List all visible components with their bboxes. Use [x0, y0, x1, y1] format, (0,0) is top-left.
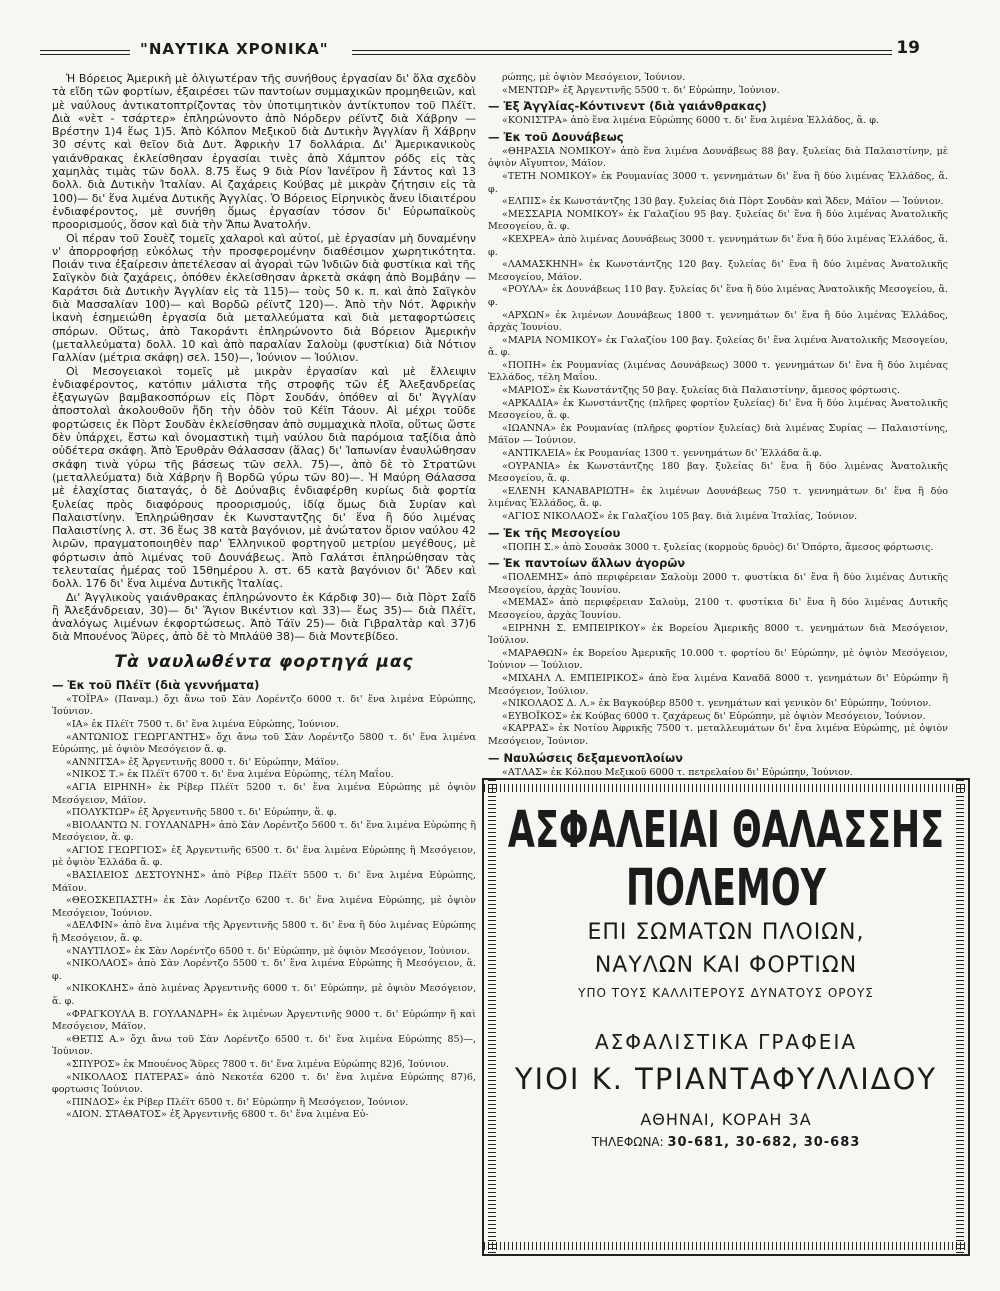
ad-phone-label: ΤΗΛΕΦΩΝΑ: — [591, 1135, 664, 1149]
charter-entry: «ΒΑΣΙΛΕΙΟΣ ΔΕΣΤΟΥΝΗΣ» ἀπὸ Ρίβερ Πλέϊτ 5500 τ. δι' ἕνα λιμένα Εὐρώπης, Μάϊον. — [52, 870, 476, 894]
charter-entry: «ΙΑ» ἐκ Πλέϊτ 7500 τ. δι' ἕνα λιμένα Εὐρώπης, Ἰούνιον. — [66, 718, 339, 730]
charter-entry: «ΕΛΕΝΗ ΚΑΝΑΒΑΡΙΩΤΗ» ἐκ λιμένων Δουνάβεως 750 τ. γεννημάτων δι' ἕνα ἢ δύο λιμένας Ἑλλάδος, ἅ. φ. — [488, 485, 948, 510]
page-number: 19 — [896, 38, 920, 58]
charter-entry: «ΠΟΛΕΜΗΣ» ἀπὸ περιφέρειαν Σαλοὺμ 2000 τ. φυστίκια δι' ἕνα ἢ δύο λιμένας Δυτικῆς Μεσογείου, ἀρχὰς Ἰουνίου. — [488, 572, 948, 596]
charter-entry: «ΑΤΛΑΣ» ἐκ Κόλπου Μεξικοῦ 6000 τ. πετρελαίου δι' Εὐρώπην, Ἰούνιον. — [502, 766, 853, 778]
charter-entry: «ΠΟΠΗ Σ.» ἀπὸ Σουσὰκ 3000 τ. ξυλείας (κορμοὺς δρυὸς) δι' Ὀπόρτο, ἄμεσος φόρτωσις. — [502, 541, 934, 553]
header-rule-right — [352, 50, 892, 51]
charter-entry: «ΠΟΛΥΚΤΩΡ» ἐξ Ἀργεντινῆς 5800 τ. δι' Εὐρώπην, ἅ. φ. — [66, 807, 337, 819]
section-subheading: — Ἐκ τῆς Μεσογείου — [488, 525, 621, 540]
charter-entry: «ΕΛΠΙΣ» ἐκ Κωνστάντζης 130 βαγ. ξυλείας διὰ Πὸρτ Σουδὰν καὶ Ἄδεν, Μάϊον — Ἰούνιον. — [502, 196, 944, 208]
charter-entry: «ΕΥΒΟΪΚΟΣ» ἐκ Κούβας 6000 τ. ζαχάρεως δι' Εὐρώπην, μὲ ὀψιὸν Μεσόγειον, Ἰούνιον. — [502, 710, 926, 722]
charter-entry: «ΦΡΑΓΚΟΥΛΑ Β. ΓΟΥΛΑΝΔΡΗ» ἐκ λιμένων Ἀργεντινῆς 9000 τ. δι' Εὐρώπην ἢ καὶ Μεσόγειον, Μάϊον. — [52, 1008, 476, 1033]
charter-entry: «ΚΟΝΙΣΤΡΑ» ἀπὸ ἕνα λιμένα Εὐρώπης 6000 τ. δι' ἕνα λιμένα Ἑλλάδος, ἅ. φ. — [502, 115, 879, 127]
charter-entry: «ΑΝΤΙΚΛΕΙΑ» ἐκ Ρουμανίας 1300 τ. γεννημάτων δι' Ἑλλάδα ἅ.φ. — [502, 448, 822, 460]
ad-address: ΑΘΗΝΑΙ, ΚΟΡΑΗ 3Α — [640, 1110, 812, 1129]
charter-entry: «ΘΗΡΑΣΙΑ ΝΟΜΙΚΟΥ» ἀπὸ ἕνα λιμένα Δουνάβεως 88 βαγ. ξυλείας διὰ Παλαιστίνην, μὲ ὀψιὸν Αἴγυπτον, Μάϊον. — [488, 145, 948, 170]
header-rule-left — [40, 50, 130, 51]
charter-list-plate — [52, 694, 476, 1122]
ad-border-right — [956, 780, 964, 1254]
market-paragraph: Οἱ πέραν τοῦ Σουὲζ τομεῖς χαλαροὶ καὶ αὐτοί, μὲ ἐργασίαν μὴ δυναμένην ν' ἀπορροφήσῃ εὐκόλως τὴν προσφερομένην διαθέσιμον χωρητικότητα. Ποιάν τινα ἐξαίρεσιν ἀπετέλεσαν αἱ ἀγοραὶ τῶν Ἰνδιῶν διὰ φυστίκια καὶ τῆς Σαϊγκὸν διὰ ζαχάρεις, ὁπόθεν ἐκλείσθησαν ἀρκετὰ σκάφη ἀπὸ Βομβάην — Καράτσι διὰ Δυτικὴν Ἀγγλίαν εἰς τὰ 115)— τοὺς 50 κ. π. καὶ ἀπὸ Σαϊγκὸν διὰ Μασσαλίαν 100)— καὶ Βορδῶ ρέϊντζ 120)—. Ἀπὸ τὴν Νότ. Ἀφρικὴν ἱκανὴ ἐσημειώθη ἐργασία διὰ μεταλλεύματα καὶ διὰ μεταφορτώσεις σπόρων. Οὕτως, ἀπὸ Τακοράντι ἐπληρώνοντο διὰ Βόρειον Ἀμερικὴν (μεταλλεύματα) δολλ. 10 καὶ ἀπὸ παραλίαν Σαλοὺμ (φυστίκια) διὰ Νότιον Γαλλίαν (μέτρια σκάφη) σελ. 150)—, Ἰούνιον — Ἰούλιον. — [52, 231, 476, 365]
charter-entry: «ΡΟΥΛΑ» ἐκ Δουνάβεως 110 βαγ. ξυλείας δι' ἕνα ἢ δύο λιμένας Ἀνατολικῆς Μεσογείου, ἅ. φ. — [488, 284, 948, 308]
ad-line-freights: ΝΑΥΛΩΝ ΚΑΙ ΦΟΡΤΙΩΝ — [594, 953, 858, 978]
ad-line-hulls: ΕΠΙ ΣΩΜΑΤΩΝ ΠΛΟΙΩΝ, — [587, 920, 865, 945]
charter-entry: «ΤΟΪΡΑ» (Παναμ.) ὄχι ἄνω τοῦ Σὰν Λορέντζο 6000 τ. δι' ἕνα λιμένα Εὐρώπης, Ἰούνιον. — [52, 693, 476, 718]
charter-entry: «ΜΑΡΑΘΩΝ» ἐκ Βορείου Ἀμερικῆς 10.000 τ. φορτίου δι' Εὐρώπην, μὲ ὀψιὸν Μεσόγειον, Ἰούνιον — Ἰούλιον. — [488, 647, 948, 672]
ad-company-name: ΥΙΟΙ Κ. ΤΡΙΑΝΤΑΦΥΛΛΙΔΟΥ — [514, 1062, 938, 1096]
ad-phone-numbers: 30-681, 30-682, 30-683 — [667, 1135, 861, 1150]
charter-entry: «ΚΕΧΡΕΑ» ἀπὸ λιμένας Δουνάβεως 3000 τ. γεννημάτων δι' ἕνα ἢ δύο λιμένας Ἑλλάδος, ἅ. φ. — [488, 233, 948, 258]
charter-entry: «ΔΕΛΦΙΝ» ἀπὸ ἕνα λιμένα τῆς Ἀργεντινῆς 5800 τ. δι' ἕνα ἢ δύο λιμένας Εὐρώπης ἢ Μεσόγειον, ἅ. φ. — [52, 920, 476, 945]
section-subheading: — Ἐκ παντοίων ἄλλων ἀγορῶν — [488, 556, 686, 571]
charter-entry: «ΙΩΑΝΝΑ» ἐκ Ρουμανίας (πλῆρες φορτίον ξυλείας) διὰ λιμένας Συρίας — Παλαιστίνης, Μάϊον — Ἰούνιον. — [488, 422, 948, 447]
charter-entry: «ΠΙΝΔΟΣ» ἐκ Ρίβερ Πλέϊτ 6500 τ. δι' Εὐρώπην ἢ Μεσόγειον, Ἰούνιον. — [66, 1096, 409, 1108]
header-rule-left-2 — [40, 54, 130, 55]
left-column — [52, 72, 476, 1282]
ad-border-top — [484, 784, 968, 792]
charter-entry: «ΑΡΧΩΝ» ἐκ λιμένων Δουνάβεως 1800 τ. γεννημάτων δι' ἕνα ἢ δύο λιμένας Ἑλλάδος, ἀρχὰς Ἰουνίου. — [488, 309, 948, 334]
right-column — [488, 72, 948, 778]
charter-entry: «ΝΙΚΟΛΑΟΣ Δ. Λ.» ἐκ Βαγκούβερ 8500 τ. γενημάτων καὶ γενικὸν δι' Εὐρώπην, Ἰούνιον. — [502, 698, 932, 710]
section-subheading: — Ἐξ Ἀγγλίας-Κόντινεντ (διὰ γαιάνθρακας) — [488, 99, 767, 114]
charter-entry: ρώπης, μὲ ὀψιὸν Μεσόγειον, Ἰούνιον. — [502, 72, 686, 83]
charter-entry: «ΘΕΟΣΚΕΠΑΣΤΗ» ἐκ Σὰν Λορέντζο 6200 τ. δι' ἕνα λιμένα Εὐρώπης, μὲ ὀψιὸν Μεσόγειον, Ἰούνιον. — [52, 895, 476, 919]
ad-terms: ΥΠΟ ΤΟΥΣ ΚΑΛΛΙΤΕΡΟΥΣ ΔΥΝΑΤΟΥΣ ΟΡΟΥΣ — [578, 986, 874, 1000]
header-rule-right-2 — [352, 54, 892, 55]
charter-entry: «ΔΙΟΝ. ΣΤΑΘΑΤΟΣ» ἐξ Ἀργεντινῆς 6800 τ. δι' ἕνα λιμένα Εὐ- — [66, 1109, 369, 1121]
insurance-advertisement — [482, 778, 970, 1256]
section-subheading: — Ναυλώσεις δεξαμενοπλοίων — [488, 750, 683, 765]
charter-entry: «ΝΑΥΤΙΛΟΣ» ἐκ Σὰν Λορέντζο 6500 τ. δι' Εὐρώπην, μὲ ὀψιὸν Μεσόγειον, Ἰούνιον. — [66, 945, 470, 957]
charter-entry: «ΜΙΧΑΗΛ Λ. ΕΜΠΕΙΡΙΚΟΣ» ἀπὸ ἕνα λιμένα Καναδᾶ 8000 τ. γενημάτων δι' Εὐρώπην ἢ Μεσόγειον, Ἰούλιον. — [488, 672, 948, 697]
charter-entry: «ΤΕΤΗ ΝΟΜΙΚΟΥ» ἐκ Ρουμανίας 3000 τ. γεννημάτων δι' ἕνα ἢ δύο λιμένας Ἑλλάδος, ἅ. φ. — [488, 170, 948, 195]
section-title: Τὰ ναυλωθέντα φορτηγά μας — [114, 651, 414, 672]
charter-entry: «ΑΓΙΟΣ ΝΙΚΟΛΑΟΣ» ἐκ Γαλαζίου 105 βαγ. διὰ λιμένα Ἰταλίας, Ἰούνιον. — [502, 511, 858, 522]
subheading-plate: — Ἐκ τοῦ Πλέϊτ (διὰ γεννήματα) — [52, 677, 260, 692]
charter-entry: «ΑΓΙΟΣ ΓΕΩΡΓΙΟΣ» ἐξ Ἀργεντινῆς 6500 τ. δι' ἕνα λιμένα Εὐρώπης ἢ Μεσόγειον, μὲ ὀψιὸν Ἑλλάδα ἅ. φ. — [52, 844, 476, 869]
charter-entry: «ΕΙΡΗΝΗ Σ. ΕΜΠΕΙΡΙΚΟΥ» ἐκ Βορείου Ἀμερικῆς 8000 τ. γενημάτων διὰ Μεσόγειον, Ἰούλιον. — [488, 622, 948, 647]
charter-entry: «ΟΥΡΑΝΙΑ» ἐκ Κωνστάντζης 180 βαγ. ξυλείας δι' ἕνα ἢ δύο λιμένας Ἀνατολικῆς Μεσογείου, ἅ. φ. — [488, 460, 948, 485]
ad-phones — [502, 1135, 950, 1150]
market-paragraph: Ἡ Βόρειος Ἀμερικὴ μὲ ὀλιγωτέραν τῆς συνήθους ἐργασίαν δι' ὅλα σχεδὸν τὰ εἴδη τῶν φορτίων, ἐξαιρέσει τῶν παντοίων συμμαχικῶν προμηθειῶν, καὶ μὲ ναύλους ἀντικατοπτρίζοντας τὸν ὑποτιμητικὸν ἀντίκτυπον τοῦ Πλέϊτ. Διὰ «νὲτ - τσάρτερ» ἐπληρώνοντο ἀπὸ Νόρδερν ρέϊντζ διὰ Χάβρην — Βρέστην 1)4 ἕως 1)5. Ἀπὸ Κόλπον Μεξικοῦ διὰ Δυτικὴν Ἀγγλίαν ἢ Χάβρην 30 σέντς καὶ θεῖον διὰ Δυτ. Ἀφρικὴν 17 δολλάρια. Δι' Ἀμερικανικοὺς γαιάνθρακας ἐκλείσθησαν ἐργασίαι τινὲς ἀπὸ Χάμπτον ρόδς εἰς τὰς χαμηλὰς τιμὰς τῶν δολλ. 8.75 ἕως 9 διὰ Ρίον Ἰανέϊρον ἢ Σάντος καὶ 13 δολλ. διὰ Δυτικὴν Ἰταλίαν. Αἱ ζαχάρεις Κούβας μὲ μικρὰν ζήτησιν εἰς τὰ 100)— δι' ἕνα λιμένα Δυτικῆς Ἀγγλίας. Ὁ Βόρειος Εἰρηνικὸς ἄνευ ἰδιαιτέρου ἐνδιαφέροντος, μὲ συνήθη ὅμως ἐργασίαν τόσον δι' Εὐρωπαϊκοὺς προορισμούς, ὅσον καὶ διὰ τὴν Ἄπω Ἀνατολήν. — [52, 72, 476, 232]
charter-entry: «ΑΝΝΙΤΣΑ» ἐξ Ἀργεντινῆς 8000 τ. δι' Εὐρώπην, Μάϊον. — [66, 756, 340, 768]
running-title: "ΝΑΥΤΙΚΑ ΧΡΟΝΙΚΑ" — [140, 40, 329, 58]
ad-content — [502, 802, 950, 1232]
charter-entry: «ΜΕΝΤΩΡ» ἐξ Ἀργεντινῆς 5500 τ. δι' Εὐρώπην, Ἰούνιον. — [502, 84, 780, 96]
ad-border-bottom — [484, 1242, 968, 1250]
charter-entry: «ΑΡΚΑΔΙΑ» ἐκ Κωνστάντζης (πλῆρες φορτίον ξυλείας) δι' ἕνα ἢ δύο λιμένας Ἀνατολικῆς Μεσογείου, ἅ. φ. — [488, 397, 948, 422]
charter-entry: «ΜΑΡΙΟΣ» ἐκ Κωνστάντζης 50 βαγ. ξυλείας διὰ Παλαιστίνην, ἄμεσος φόρτωσις. — [502, 385, 901, 397]
charter-entry: «ΚΑΡΡΑΣ» ἐκ Νοτίου Ἀφρικῆς 7500 τ. μεταλλευμάτων δι' ἕνα λιμένα Εὐρώπης, μὲ ὀψιὸν Μεσόγειον, Ἰούνιον. — [488, 723, 948, 747]
charter-entry: «ΝΙΚΟΛΑΟΣ ΠΑΤΕΡΑΣ» ἀπὸ Νεκοτέα 6200 τ. δι' ἕνα λιμένα Εὐρώπης 87)6, φορτωσις Ἰούνιον. — [52, 1071, 476, 1096]
ad-title: ΑΣΦΑΛΕΙΑΙ ΘΑΛΑΣΣΗΣ ΠΟΛΕΜΟΥ — [507, 802, 945, 918]
charter-entry: «ΜΕΣΣΑΡΙΑ ΝΟΜΙΚΟΥ» ἐκ Γαλαζίου 95 βαγ. ξυλείας δι' ἕνα ἢ δύο λιμένας Ἀνατολικῆς Μεσογείου, ἅ. φ. — [488, 208, 948, 233]
page-header — [40, 40, 960, 62]
charter-entry: «ΑΓΙΑ ΕΙΡΗΝΗ» ἐκ Ρίβερ Πλέϊτ 5200 τ. δι' ἕνα λιμένα Εὐρώπης μὲ ὀψιὸν Μεσόγειον, Μάϊον. — [52, 781, 476, 806]
charter-entry: «ΣΠΥΡΟΣ» ἐκ Μπουένος Ἄϋρες 7800 τ. δι' ἕνα λιμένα Εὐρώπης 82)6, Ἰούνιον. — [66, 1058, 450, 1070]
section-subheading: — Ἐκ τοῦ Δουνάβεως — [488, 129, 624, 144]
charter-entry: «ΑΝΤΩΝΙΟΣ ΓΕΩΡΓΑΝΤΗΣ» ὄχι ἄνω τοῦ Σὰν Λορέντζο 5800 τ. δι' ἕνα λιμένα Εὐρώπης, μὲ ὀψιὸν Μεσόγειον ἅ. φ. — [52, 731, 476, 756]
charter-entry: «ΠΟΠΗ» ἐκ Ρουμανίας (λιμένας Δουνάβεως) 3000 τ. γεννημάτων δι' ἕνα ἢ δύο λιμένας Ἑλλάδος, τέλη Μαΐου. — [488, 359, 948, 384]
charter-entry: «ΝΙΚΟΣ Τ.» ἐκ Πλέϊτ 6700 τ. δι' ἕνα λιμένα Εὐρώπης, τέλη Μαΐου. — [66, 769, 394, 781]
charter-entry: «ΒΙΟΛΑΝΤΩ Ν. ΓΟΥΛΑΝΔΡΗ» ἀπὸ Σὰν Λορέντζο 5600 τ. δι' ἕνα λιμένα Εὐρώπης ἢ Μεσόγειον, ἅ. φ. — [52, 819, 476, 844]
charter-entry: «ΝΙΚΟΚΛΗΣ» ἀπὸ λιμένας Ἀργεντινῆς 6000 τ. δι' Εὐρώπην, μὲ ὀψιὸν Μεσόγειον, ἅ. φ. — [52, 983, 476, 1008]
ad-border-left — [488, 780, 496, 1254]
market-paragraph: Δι' Ἀγγλικοὺς γαιάνθρακας ἐπληρώνοντο ἐκ Κάρδιφ 30)— διὰ Πὸρτ Σαΐδ ἢ Ἀλεξάνδρειαν, 30)— δι' Ἅγιον Βικέντιον καὶ 33)— ἕως 35)— διὰ Πλέϊτ, ἀναλόγως λιμένων ἐκφορτώσεως. Ἀπὸ Τάϊν 25)— διὰ Γιβραλτὰρ καὶ 37)6 διὰ Μπουένος Ἄϋρες, ἀπὸ δὲ τὸ Μπλάϋθ 38)— διὰ Μοντεβίδεο. — [52, 590, 476, 644]
charter-entry: «ΜΕΜΑΣ» ἀπὸ περιφέρειαν Σαλοὺμ, 2100 τ. φυστίκια δι' ἕνα ἢ δύο λιμένας Δυτικῆς Μεσογείου, ἀρχὰς Ἰουνίου. — [488, 597, 948, 621]
charter-entry: «ΛΑΜΑΣΚΗΝΗ» ἐκ Κωνστάντζης 120 βαγ. ξυλείας δι' ἕνα ἢ δύο λιμένας Ἀνατολικῆς Μεσογείου, Μάϊον. — [488, 259, 948, 283]
charter-entry: «ΘΕΤΙΣ Α.» ὄχι ἄνω τοῦ Σὰν Λορέντζο 6500 τ. δι' ἕνα λιμένα Εὐρώπης 85)—, Ἰούνιον. — [52, 1033, 476, 1058]
charter-entry: «ΝΙΚΟΛΑΟΣ» ἀπὸ Σὰν Λορέντζο 5500 τ. δι' ἕνα λιμένα Εὐρώπης ἢ Μεσόγειον, ἅ. φ. — [52, 958, 476, 982]
market-paragraph: Οἱ Μεσογειακοὶ τομεῖς μὲ μικρὰν ἐργασίαν καὶ μὲ ἔλλειψιν ἐνδιαφέροντος, κατόπιν μάλιστα τῆς στροφῆς τῶν ἐξ Ἀλεξανδρείας ἐξαγωγῶν βαμβακοσπόρων εἰς Πὸρτ Σουδάν, ὁπόθεν αἱ δι' Ἀγγλίαν ἀποστολαὶ ἀκολουθοῦν ἤδη τὴν ὁδὸν τοῦ Κέϊπ Τάουν. Αἱ μέχρι τοῦδε φορτώσεις ἐκ Πὸρτ Σουδὰν ἐκλείσθησαν ἀπὸ συμμαχικὰ πλοῖα, οὕτως ὥστε δὲν ὑπάρχει, ἔστω καὶ ὀνομαστικὴ τιμὴ ναύλου διὰ παρόμοια ταξίδια ἀπὸ οὐδέτερα σκάφη. Ἀπὸ Ἐρυθρὰν Θάλασσαν (ἅλας) δι' Ἰαπωνίαν ἐναυλώθησαν σκάφη τινὰ γύρω τῆς βάσεως τῶν σελλ. 75)—, ἀπὸ δὲ τὸ Στρατῶνι (μεταλλεύματα) διὰ Χάβρην ἢ Βορδῶ γύρω τῶν 80)—. Ἡ Μαύρη Θάλασσα μὲ ἐλαχίστας διαταγάς, ὁ δὲ Δούναβις ἐνδιαφέρθη κυρίως διὰ φορτία ξυλείας πρὸς διαφόρους προορισμούς, ἰδίᾳ ὅμως διὰ Συρίαν καὶ Παλαιστίνην. Ἐπληρώθησαν ἐκ Κωνσταντζης δι' ἕνα ἢ δύο λιμένας Παλαιστίνης λ. στ. 36 ἕως 38 κατὰ βαγόνιον, μὲ ἀνώτατον ὅριον ναύλου 42 λιρῶν, πραγματοποιηθὲν παρ' Ἑλληνικοῦ φορτηγοῦ μετρίου μεγέθους, μὲ φόρτωσιν ἀπὸ λιμένας τοῦ Δουνάβεως. Ἀπὸ Γαλάτσι ἐπληρώθησαν τὰς τελευταίας ἡμέρας τοῦ 15θημέρου λ. στ. 65 κατὰ βαγόνιον δι' Ἄδεν καὶ δολλ. 176 δι' ἕνα λιμένα Δυτικῆς Ἰταλίας. — [52, 364, 476, 591]
ad-offices: ΑΣΦΑΛΙΣΤΙΚΑ ΓΡΑΦΕΙΑ — [594, 1030, 858, 1054]
charter-entry: «ΜΑΡΙΑ ΝΟΜΙΚΟΥ» ἐκ Γαλαζίου 100 βαγ. ξυλείας δι' ἕνα λιμένα Ἀνατολικῆς Μεσογείου, ἅ. φ. — [488, 334, 948, 359]
